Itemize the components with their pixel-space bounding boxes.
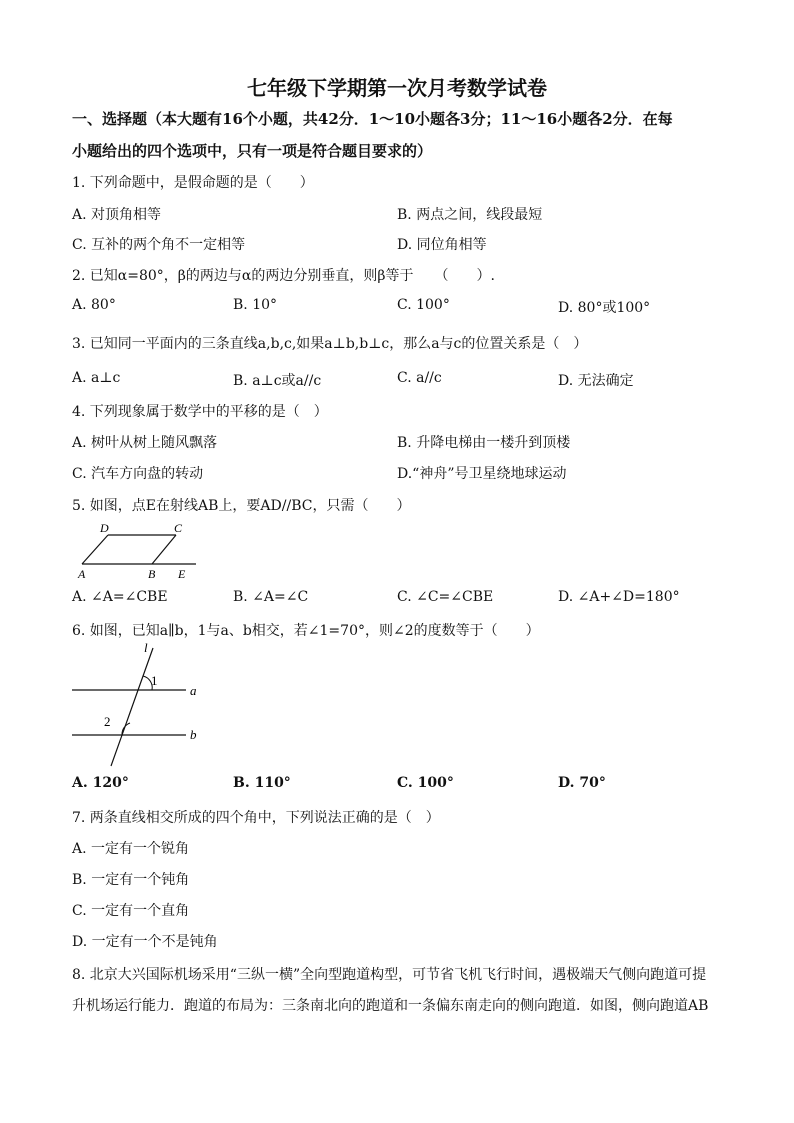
section-heading-line2: 小题给出的四个选项中，只有一项是符合题目要求的） — [72, 142, 433, 160]
label-e: E — [178, 567, 186, 581]
question-7-option-a[interactable]: A. 一定有一个锐角 — [72, 841, 190, 857]
question-5-option-d[interactable]: D. ∠A+∠D=180° — [558, 589, 680, 605]
question-8-stem-line1: 8. 北京大兴国际机场采用“三纵一横”全向型跑道构型，可节省飞机飞行时间，遇极端天气侧向跑道可提 — [72, 967, 707, 983]
section-heading-line1: 一、选择题（本大题有16个小题，共42分．1～10小题各3分；11～16小题各2分．在每 — [72, 110, 673, 128]
question-6-option-c[interactable]: C. 100° — [397, 775, 454, 791]
label-angle-2: 2 — [104, 714, 111, 729]
question-7-option-b[interactable]: B. 一定有一个钝角 — [72, 872, 190, 888]
question-4-option-b[interactable]: B. 升降电梯由一楼升到顶楼 — [397, 435, 571, 451]
question-4-option-d[interactable]: D.“神舟”号卫星绕地球运动 — [397, 466, 567, 482]
question-7-option-d[interactable]: D. 一定有一个不是钝角 — [72, 934, 218, 950]
question-4-stem: 4. 下列现象属于数学中的平移的是（ ） — [72, 404, 328, 420]
question-3-option-b[interactable]: B. a⊥c或a//c — [233, 373, 322, 389]
question-8-stem-line2: 升机场运行能力．跑道的布局为：三条南北向的跑道和一条偏东南走向的侧向跑道．如图，侧向跑道AB — [72, 998, 709, 1014]
question-6-option-a[interactable]: A. 120° — [72, 775, 129, 791]
question-1-option-c[interactable]: C. 互补的两个角不一定相等 — [72, 237, 246, 253]
line-l — [111, 648, 153, 766]
question-4-option-a[interactable]: A. 树叶从树上随风飘落 — [72, 435, 218, 451]
question-5-figure — [72, 520, 202, 582]
question-5-option-a[interactable]: A. ∠A=∠CBE — [72, 589, 168, 605]
question-1-option-b[interactable]: B. 两点之间，线段最短 — [397, 207, 543, 223]
question-2-option-a[interactable]: A. 80° — [72, 297, 116, 313]
question-7-option-c[interactable]: C. 一定有一个直角 — [72, 903, 190, 919]
question-6-figure — [68, 640, 210, 770]
question-4-option-c[interactable]: C. 汽车方向盘的转动 — [72, 466, 204, 482]
question-2-option-d[interactable]: D. 80°或100° — [558, 300, 651, 316]
question-1-option-d[interactable]: D. 同位角相等 — [397, 237, 487, 253]
segment-ad — [82, 535, 108, 564]
question-6-option-d[interactable]: D. 70° — [558, 775, 606, 791]
label-b: b — [190, 727, 197, 742]
question-2-option-b[interactable]: B. 10° — [233, 297, 278, 313]
label-c: C — [174, 521, 183, 535]
question-3-stem: 3. 已知同一平面内的三条直线a,b,c,如果a⊥b,b⊥c，那么a与c的位置关系是（ ） — [72, 336, 588, 352]
question-1-option-a[interactable]: A. 对顶角相等 — [72, 207, 162, 223]
label-d: D — [100, 521, 109, 535]
question-3-option-d[interactable]: D. 无法确定 — [558, 373, 634, 389]
question-2-stem: 2. 已知α=80°，β的两边与α的两边分别垂直，则β等于 （ ）. — [72, 268, 495, 284]
question-3-option-a[interactable]: A. a⊥c — [72, 370, 121, 386]
question-7-stem: 7. 两条直线相交所成的四个角中，下列说法正确的是（ ） — [72, 810, 440, 826]
label-angle-1: 1 — [151, 673, 158, 688]
page-title: 七年级下学期第一次月考数学试卷 — [247, 76, 547, 100]
question-5-stem: 5. 如图，点E在射线AB上，要AD//BC，只需（ ） — [72, 498, 411, 514]
question-6-stem: 6. 如图，已知a∥b，1与a、b相交，若∠1=70°，则∠2的度数等于（ ） — [72, 623, 540, 639]
question-2-option-c[interactable]: C. 100° — [397, 297, 450, 313]
question-1-stem: 1. 下列命题中，是假命题的是（ ） — [72, 175, 314, 191]
segment-cb — [152, 535, 176, 564]
label-l: l — [144, 640, 148, 655]
question-5-option-c[interactable]: C. ∠C=∠CBE — [397, 589, 494, 605]
question-5-option-b[interactable]: B. ∠A=∠C — [233, 589, 309, 605]
label-a: A — [78, 567, 86, 581]
label-a: a — [190, 683, 197, 698]
label-b: B — [148, 567, 156, 581]
question-6-option-b[interactable]: B. 110° — [233, 775, 291, 791]
question-3-option-c[interactable]: C. a//c — [397, 370, 442, 386]
